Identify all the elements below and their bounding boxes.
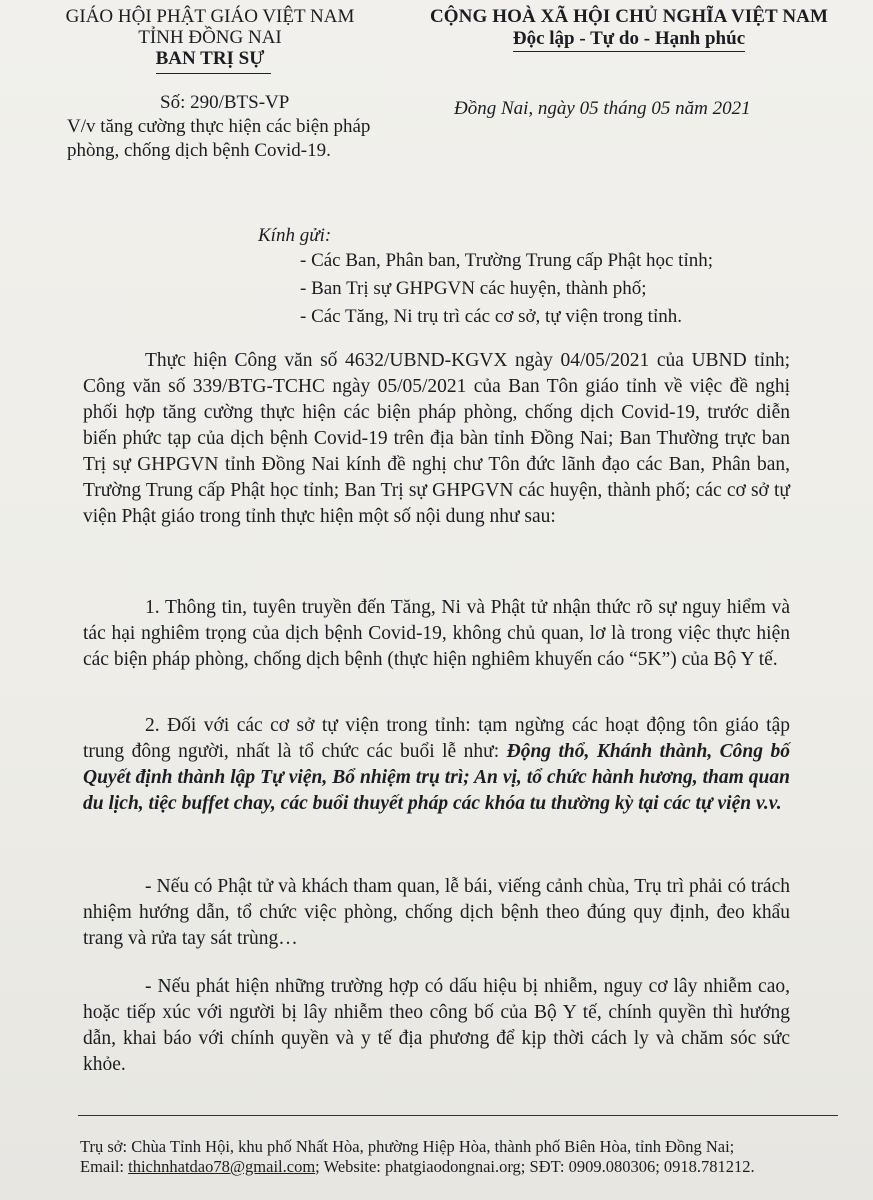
document-subject (67, 115, 370, 163)
subject-line-2: phòng, chống dịch bệnh Covid-19. (67, 140, 331, 161)
greeting: Kính gửi: (258, 225, 332, 246)
footer-contact-rest: ; Website: phatgiaodongnai.org; SĐT: 0909.080306; 0918.781212. (315, 1157, 755, 1176)
footer-contact (80, 1157, 755, 1177)
subject-line-1: V/v tăng cường thực hiện các biện pháp (67, 116, 371, 137)
recipient-item: - Ban Trị sự GHPGVN các huyện, thành phố; (300, 278, 647, 299)
body-sub-item-2 (83, 974, 790, 1078)
national-title: CỘNG HOÀ XÃ HỘI CHỦ NGHĨA VIỆT NAM (429, 6, 829, 27)
footer-address: Trụ sở: Chùa Tỉnh Hội, khu phố Nhất Hòa, phường Hiệp Hòa, thành phố Biên Hòa, tỉnh Đồng Nai; (80, 1137, 735, 1156)
date-line: Đồng Nai, ngày 05 tháng 05 năm 2021 (454, 98, 751, 119)
item-2-text: 2. Đối với các cơ sở tự viện trong tỉnh: tạm ngừng các hoạt động tôn giáo tập trung đông người, nhất là tổ chức các buổi lễ như: (83, 715, 790, 762)
item-2-emphasis: Động thổ, Khánh thành, Công bố Quyết định thành lập Tự viện, Bổ nhiệm trụ trì; An vị, tổ chức hành hương, tham quan du lịch, tiệc buffet chay, các buổi thuyết pháp các khóa tu thường kỳ tại các tự viện v.v. (83, 741, 790, 814)
body-sub-item-1 (83, 874, 790, 952)
intro-text: Thực hiện Công văn số 4632/UBND-KGVX ngày 04/05/2021 của UBND tỉnh; Công văn số 339/BTG-TCHC ngày 05/05/2021 của Ban Tôn giáo tỉnh về việc đề nghị phối hợp tăng cường thực hiện các biện pháp phòng, chống dịch Covid-19, trước diễn biến phức tạp của dịch bệnh Covid-19 trên địa bàn tỉnh Đồng Nai; Ban Thường trực ban Trị sự GHPGVN tỉnh Đồng Nai kính đề nghị chư Tôn đức lãnh đạo các Ban, Phân ban, Trường Trung cấp Phật học tỉnh; Ban Trị sự GHPGVN các huyện, thành phố; các cơ sở tự viện Phật giáo trong tỉnh thực hiện một số nội dung như sau: (83, 350, 790, 527)
email-link[interactable]: thichnhatdao78@gmail.com (128, 1157, 316, 1176)
recipient-item: - Các Ban, Phân ban, Trường Trung cấp Phật học tỉnh; (300, 250, 714, 271)
body-item-2 (83, 713, 790, 817)
recipient-item: - Các Tăng, Ni trụ trì các cơ sở, tự viện trong tỉnh. (300, 306, 682, 327)
issuer-org-line1: GIÁO HỘI PHẬT GIÁO VIỆT NAM (65, 6, 355, 27)
document-number: Số: 290/BTS-VP (160, 92, 290, 113)
issuer-org-line2: TỈNH ĐỒNG NAI (138, 27, 282, 48)
sub-item-1-text: - Nếu có Phật tử và khách tham quan, lễ bái, viếng cảnh chùa, Trụ trì phải có trách nhiệm hướng dẫn, tổ chức việc phòng, chống dịch bệnh theo đúng quy định, đeo khẩu trang và rửa tay sát trùng… (83, 876, 790, 949)
issuer-header (60, 6, 360, 69)
email-label: Email: (80, 1157, 129, 1176)
national-motto: Độc lập - Tự do - Hạnh phúc (513, 27, 745, 52)
national-header (414, 6, 844, 52)
body-item-1 (83, 595, 790, 673)
issuer-org-line3: BAN TRỊ SỰ (155, 48, 265, 69)
item-1-text: 1. Thông tin, tuyên truyền đến Tăng, Ni và Phật tử nhận thức rõ sự nguy hiểm và tác hại nghiêm trọng của dịch bệnh Covid-19, không chủ quan, lơ là trong việc thực hiện các biện pháp phòng, chống dịch bệnh (thực hiện nghiêm khuyến cáo “5K”) của Bộ Y tế. (83, 597, 790, 670)
issuer-underline (156, 73, 271, 74)
body-intro-paragraph (83, 348, 790, 530)
sub-item-2-text: - Nếu phát hiện những trường hợp có dấu hiệu bị nhiễm, nguy cơ lây nhiễm cao, hoặc tiếp xúc với người bị lây nhiễm theo công bố của Bộ Y tế, chính quyền thì hướng dẫn, khai báo với chính quyền và y tế địa phương để kịp thời cách ly và chăm sóc sức khỏe. (83, 976, 790, 1075)
footer-divider (78, 1115, 838, 1116)
